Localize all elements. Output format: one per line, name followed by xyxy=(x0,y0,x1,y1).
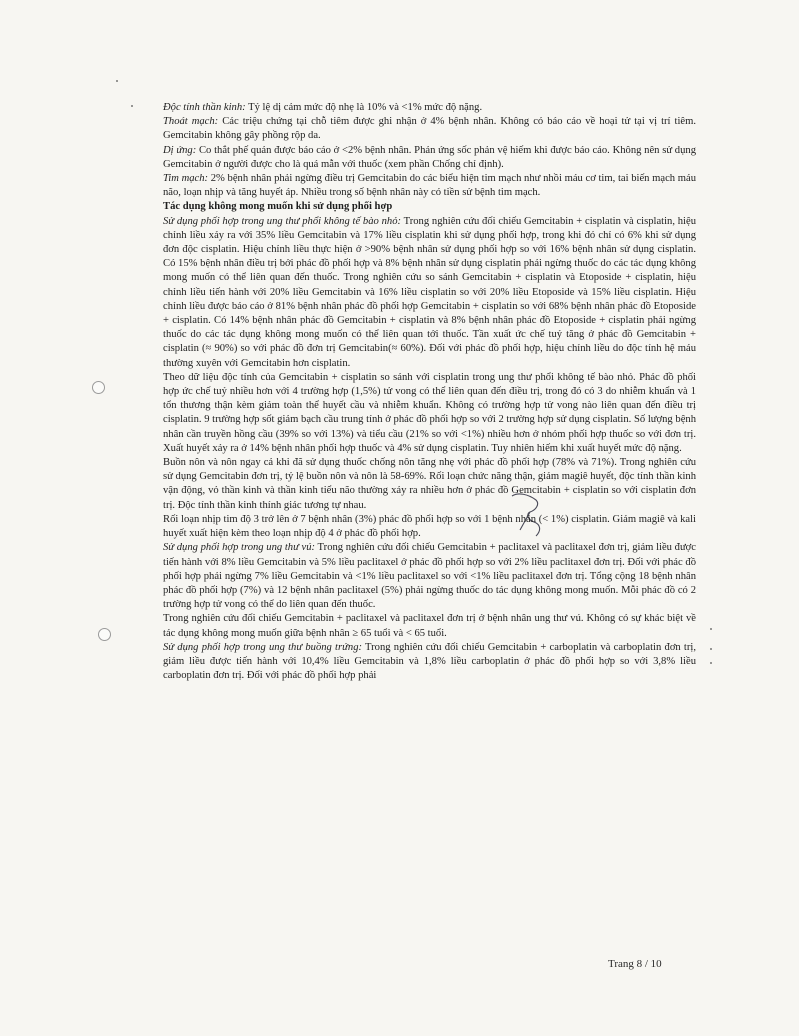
document-body xyxy=(163,101,696,683)
scan-speck xyxy=(116,80,118,82)
paragraph xyxy=(163,101,696,115)
paragraph-lead: Tim mạch: xyxy=(163,173,209,185)
paragraph-lead: Độc tính thần kinh: xyxy=(163,102,246,113)
paragraph xyxy=(163,144,696,172)
paragraph xyxy=(163,513,696,541)
paragraph-body: Trong nghiên cứu đối chiếu Gemcitabin + paclitaxel và paclitaxel đơn trị ở bệnh nhân ung thư vú. Không có sự khác biệt về tác dụng không mong muốn giữa bệnh nhân ≥ 65 tuổi và < 65 tuổi. xyxy=(163,613,696,639)
paragraph-lead: Sử dụng phối hợp trong ung thư buồng trứng: xyxy=(163,641,363,653)
paragraph-lead: Thoát mạch: xyxy=(163,116,219,128)
scan-speck xyxy=(710,662,712,664)
paragraph-body: Trong nghiên cứu đối chiếu Gemcitabin + paclitaxel và paclitaxel đơn trị, giảm liều được tiến hành với 8% liều Gemcitabin và 5% liều paclitaxel ở phác đồ phối hợp so với 2% liều paclitaxel đơn trị. Đối với phác đồ phối hợp phải ngừng 7% liều Gemcitabin và <1% liều paclitaxel so với <1% liều paclitaxel đơn trị. Tổng cộng 18 bệnh nhân phác đồ phối hợp (7%) và 12 bệnh nhân paclitaxel (5%) phải ngừng thuốc do tác dụng không mong muốn. Mỗi phác đồ có 2 trường hợp tử vong có thể do liên quan đến thuốc. xyxy=(163,542,696,611)
paragraph-body: 2% bệnh nhân phải ngừng điều trị Gemcitabin do các biểu hiện tim mạch như nhồi máu cơ tim, tai biến mạch máu não, loạn nhịp và tăng huyết áp. Nhiều trong số bệnh nhân này có tiền sử bệnh tim mạch. xyxy=(163,173,696,199)
punch-hole-bottom xyxy=(98,628,111,641)
paragraph xyxy=(163,371,696,456)
scan-speck xyxy=(710,648,712,650)
paragraph-body: Rối loạn nhịp tim độ 3 trở lên ở 7 bệnh nhân (3%) phác đồ phối hợp so với 1 bệnh nhân (< 1%) cisplatin. Giảm magiê và kali huyết xuất hiện kèm theo loạn nhịp độ 4 ở phác đồ phối hợp. xyxy=(163,513,696,540)
scan-speck xyxy=(710,628,712,630)
paragraph-body: Các triệu chứng tại chỗ tiêm được ghi nhận ở 4% bệnh nhân. Không có báo cáo về hoại tử tại vị trí tiêm. Gemcitabin không gây phồng rộp da. xyxy=(163,116,696,142)
paragraph xyxy=(163,172,696,200)
page-number: Trang 8 / 10 xyxy=(608,958,662,970)
paragraph-lead: Sử dụng phối hợp trong ung thư vú: xyxy=(163,542,316,554)
paragraph xyxy=(163,641,696,684)
paragraph-lead: Dị ứng: xyxy=(163,144,197,156)
paragraph-body: Co thắt phế quản được báo cáo ở <2% bệnh nhân. Phản ứng sốc phản vệ hiếm khi được báo cáo. Không nên sử dụng Gemcitabin ở người được cho là quá mẫn với thuốc (xem phần Chống chỉ định). xyxy=(163,144,696,170)
paragraph-body: Trong nghiên cứu đối chiếu Gemcitabin + cisplatin và cisplatin, hiệu chỉnh liều xảy ra với 35% liều Gemcitabin và 17% liều cisplatin khi sử dụng phối hợp, trong khi đó chỉ có 6% khi sử dụng đơn độc cisplatin. Hiệu chỉnh liều thực hiện ở >90% bệnh nhân sử dụng phối hợp so với 16% bệnh nhân sử dụng cisplatin. Có 15% bệnh nhân điều trị bởi phác đồ phối hợp và 8% bệnh nhân sử dụng cisplatin phải ngừng thuốc do các tác dụng không mong muốn có thể liên quan đến thuốc. Trong nghiên cứu so sánh Gemcitabin + cisplatin và Etoposide + cisplatin, hiệu chỉnh liều tiến hành với 20% liều Gemcitabin và 16% liều cisplatin so với 20% liều Etoposide và 15% liều cisplatin. Hiệu chỉnh liều được báo cáo ở 81% bệnh nhân phác đồ phối hợp Gemcitabin + cisplatin so với 68% bệnh nhân phác đồ Etoposide + cisplatin. Có 14% bệnh nhân phác đồ Gemcitabin + cisplatin và 8% bệnh nhân phác đồ Etoposide + cisplatin phải ngừng thuốc do các tác dụng không mong muốn có thể liên quan tới thuốc. Tần xuất ức chế tuỷ tăng ở phác đồ Gemcitabin + cisplatin (≈ 90%) so với phác đồ đơn trị Gemcitabin(≈ 60%). Đối với phác đồ phối hợp, hiệu chỉnh liều do độc tính hệ máu thường xuyên với Gemcitabin hơn cisplatin. xyxy=(163,215,696,369)
paragraph xyxy=(163,215,696,371)
paragraph xyxy=(163,115,696,143)
punch-hole-top xyxy=(92,381,105,394)
paragraph-body: Tỷ lệ dị cảm mức độ nhẹ là 10% và <1% mức độ nặng. xyxy=(245,102,483,113)
paragraph-lead: Sử dụng phối hợp trong ung thư phổi không tế bào nhỏ: xyxy=(163,215,402,227)
paragraph xyxy=(163,456,696,513)
paragraph-body: Trong nghiên cứu đối chiếu Gemcitabin + carboplatin và carboplatin đơn trị, giảm liều được tiến hành với 10,4% liều Gemcitabin và 1,8% liều carboplatin ở phác đồ phối hợp so với 3,8% liều carboplatin đơn trị. Đối với phác đồ phối hợp phải xyxy=(163,641,696,682)
paragraph xyxy=(163,541,696,612)
scan-speck xyxy=(131,105,133,107)
paragraph-body: Buồn nôn và nôn ngay cả khi đã sử dụng thuốc chống nôn tăng nhẹ với phác đồ phối hợp (78% và 71%). Trong nghiên cứu sử dụng Gemcitabin đơn trị, tỷ lệ buồn nôn và nôn là 58-69%. Rối loạn chức năng thận, giảm magiê huyết, độc tính thần kinh vận động, vỏ thần kinh và thần kinh tiểu não thường xảy ra nhiều hơn ở phác đồ Gemcitabin + cisplatin so với cisplatin đơn trị. Độc tính thần kinh thính giác tương tự nhau. xyxy=(163,457,696,511)
paragraph-body: Theo dữ liệu độc tính của Gemcitabin + cisplatin so sánh với cisplatin trong ung thư phổi không tế bào nhỏ. Phác đồ phối hợp ức chế tuỷ nhiều hơn với 4 trường hợp (1,5%) tử vong có thể liên quan đến điều trị, trong đó có 3 do nhiễm khuẩn và 1 tổn thương thận kèm giảm toàn thể huyết cầu và nhiễm khuẩn. Không có trường hợp tử vong nào liên quan đến điều trị cisplatin. 9 trường hợp sốt giảm bạch cầu trung tính ở phác đồ phối hợp so với 2 trường hợp sử dụng cisplatin. Số lượng bệnh nhân cần truyền hồng cầu (39% so với 13%) và tiểu cầu (21% so với <1%) nhiều hơn ở nhóm phối hợp thuốc so với đơn trị. Xuất huyết xảy ra ở 14% bệnh nhân phối hợp thuốc và 4% sử dụng cisplatin. Tuy nhiên hiếm khi xuất huyết mức độ nặng. xyxy=(163,371,696,454)
section-heading: Tác dụng không mong muốn khi sử dụng phối hợp xyxy=(163,201,393,213)
paragraph xyxy=(163,612,696,640)
